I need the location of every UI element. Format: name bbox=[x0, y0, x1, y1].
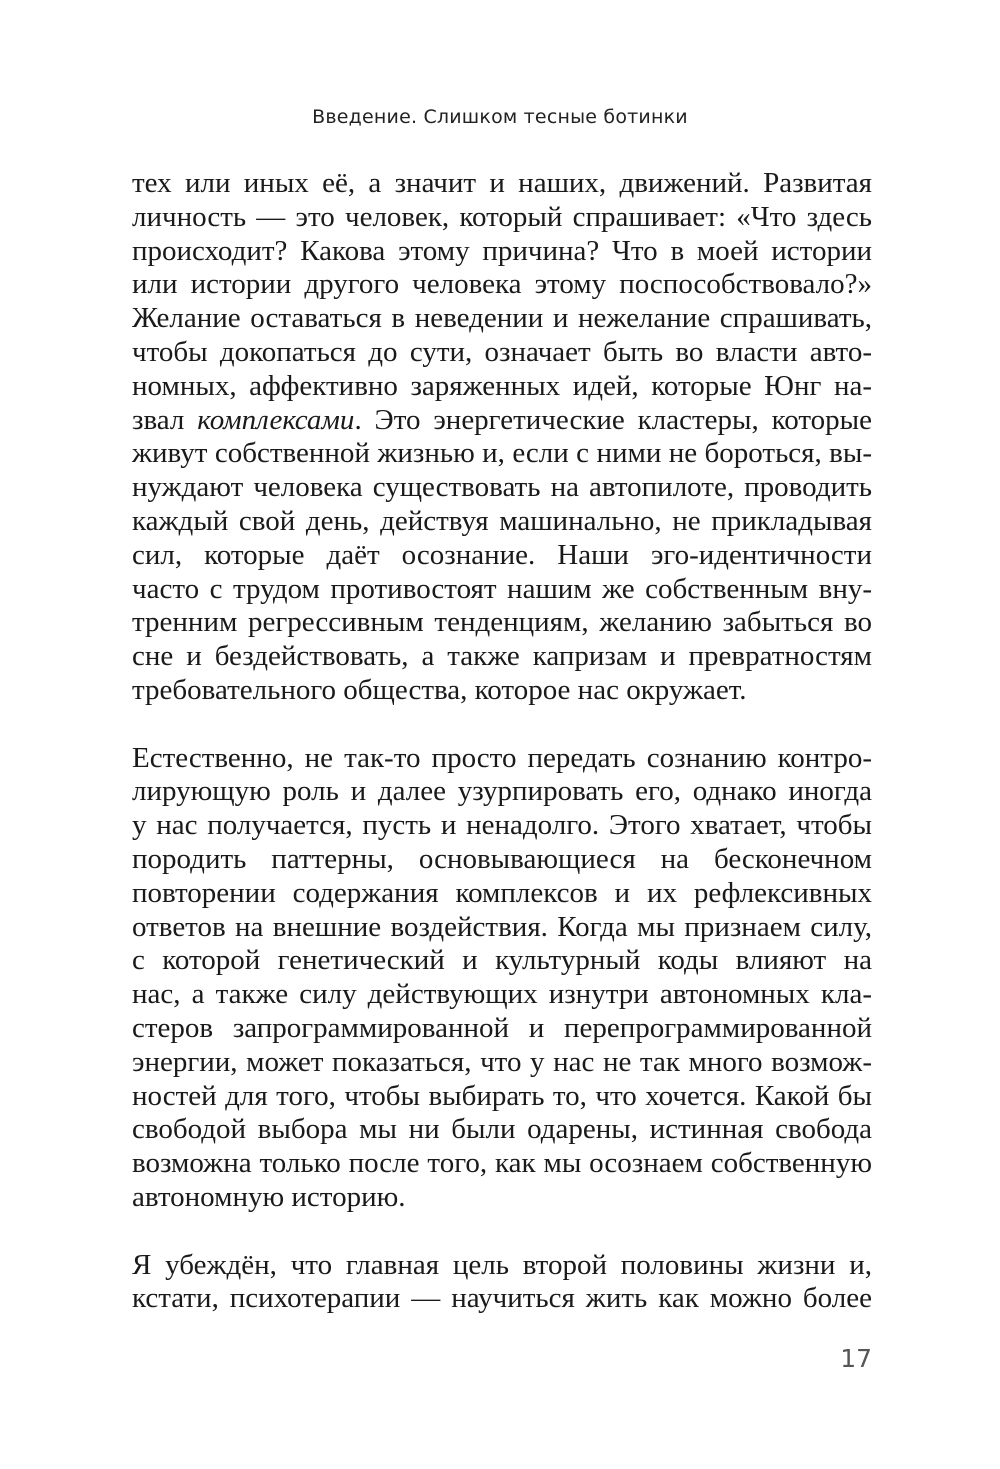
text-line: личность — это человек, который спрашивает: «Что здесь bbox=[132, 200, 872, 233]
text-line: требовательного общества, которое нас окружает. bbox=[132, 673, 747, 706]
text-line: энергии, может показаться, что у нас не так много возмож- bbox=[132, 1045, 872, 1078]
paragraph bbox=[132, 167, 872, 708]
text-line: возможна только после того, как мы осознаем собственную bbox=[132, 1147, 872, 1180]
text-line: каждый свой день, действуя машинально, не прикладывая bbox=[132, 504, 872, 537]
running-header: Введение. Слишком тесные ботинки bbox=[312, 106, 688, 128]
text-line: нас, а также силу действующих изнутри автономных кла- bbox=[132, 978, 872, 1011]
page-number: 17 bbox=[840, 1344, 872, 1373]
text-segment: . Это энергетические кластеры, которые bbox=[354, 403, 872, 436]
text-line: кстати, психотерапии — научиться жить как можно более bbox=[132, 1282, 872, 1315]
text-line: с которой генетический и культурный коды влияют на bbox=[132, 944, 872, 977]
text-line: повторении содержания комплексов и их рефлексивных bbox=[132, 876, 872, 909]
text-line: тех или иных её, а значит и наших, движений. Развитая bbox=[132, 167, 872, 199]
text-line: Желание оставаться в неведении и нежелание спрашивать, bbox=[132, 302, 872, 335]
body-text bbox=[132, 167, 872, 1316]
paragraph bbox=[132, 1249, 872, 1317]
text-line: у нас получается, пусть и ненадолго. Этого хватает, чтобы bbox=[132, 809, 872, 842]
text-line: происходит? Какова этому причина? Что в моей истории bbox=[132, 234, 872, 267]
text-line: свободой выбора мы ни были одарены, истинная свобода bbox=[132, 1113, 872, 1146]
text-line: ностей для того, чтобы выбирать то, что хочется. Какой бы bbox=[132, 1079, 872, 1112]
text-line: стеров запрограммированной и перепрограммированной bbox=[132, 1011, 872, 1044]
text-line: автономную историю. bbox=[132, 1180, 406, 1213]
text-line: Естественно, не так-то просто передать сознанию контро- bbox=[132, 741, 872, 774]
text-segment: звал bbox=[132, 403, 198, 436]
text-line: Я убеждён, что главная цель второй половины жизни и, bbox=[132, 1248, 872, 1281]
text-line: часто с трудом противостоят нашим же собственным вну- bbox=[132, 572, 872, 605]
text-line: лирующую роль и далее узурпировать его, однако иногда bbox=[132, 775, 872, 808]
paragraph-gap bbox=[132, 1215, 872, 1249]
text-line: номных, аффективно заряженных идей, которые Юнг на- bbox=[132, 369, 872, 402]
italic-term: комплексами bbox=[197, 403, 355, 436]
text-line: сне и бездействовать, а также капризам и превратностям bbox=[132, 640, 872, 673]
paragraph-gap bbox=[132, 708, 872, 742]
text-line: живут собственной жизнью и, если с ними не бороться, вы- bbox=[132, 437, 872, 470]
text-line: нуждают человека существовать на автопилоте, проводить bbox=[132, 471, 872, 504]
text-line-with-italic bbox=[132, 404, 872, 438]
text-line: или истории другого человека этому поспособствовало?» bbox=[132, 268, 872, 301]
text-line: сил, которые даёт осознание. Наши эго-идентичности bbox=[132, 538, 872, 571]
paragraph bbox=[132, 742, 872, 1215]
text-line: породить паттерны, основывающиеся на бесконечном bbox=[132, 842, 872, 875]
text-line: чтобы докопаться до сути, означает быть во власти авто- bbox=[132, 335, 872, 368]
text-line: ответов на внешние воздействия. Когда мы признаем силу, bbox=[132, 910, 872, 943]
text-line: тренним регрессивным тенденциям, желанию забыться во bbox=[132, 606, 872, 639]
